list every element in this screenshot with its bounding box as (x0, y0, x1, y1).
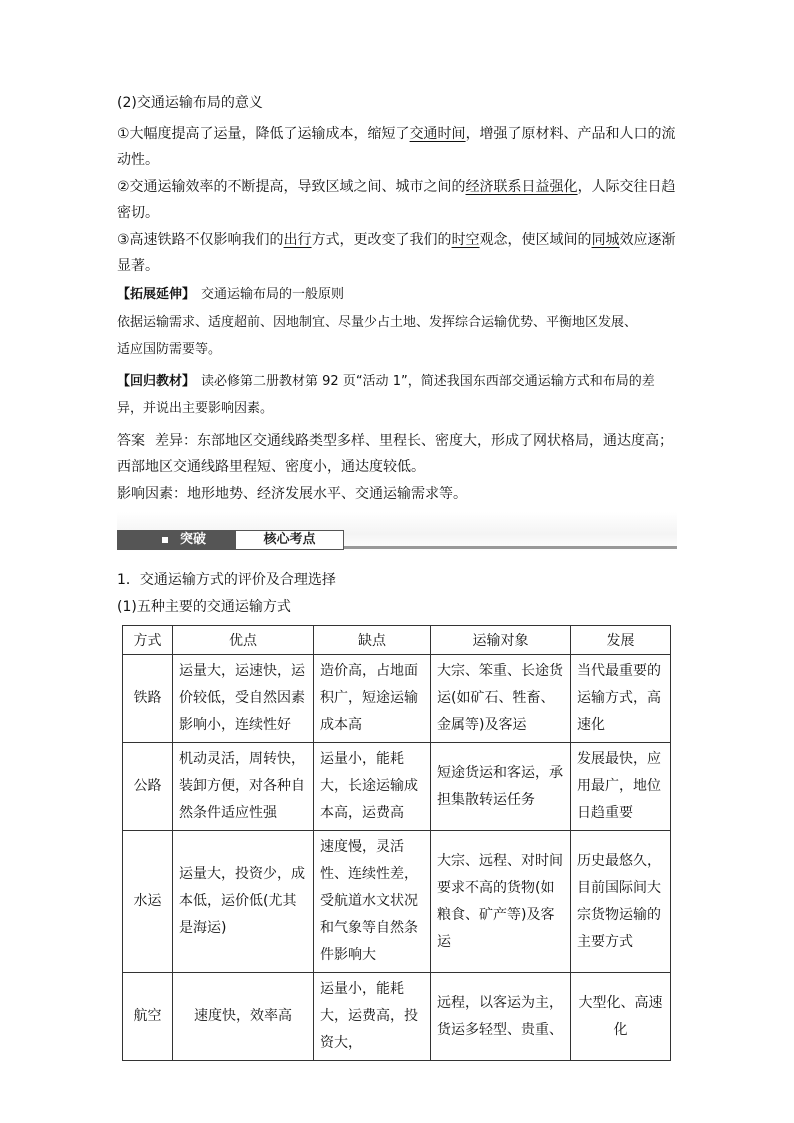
banner-label-dark (118, 531, 236, 549)
answer-tag: 答案 (117, 433, 145, 449)
extension-heading (117, 285, 344, 305)
table-header: 优点 (173, 626, 314, 655)
cell-pros: 运量大，投资少，成本低，运价低(尤其是海运) (173, 831, 314, 973)
section-banner (117, 530, 344, 550)
cell-cons: 造价高，占地面积广，短途运输成本高 (314, 655, 431, 743)
textbook-text: 读必修第二册教材第 92 页“活动 1”，简述我国东西部交通运输方式和布局的差 (201, 374, 655, 389)
cell-pros: 机动灵活，周转快，装卸方便，对各种自然条件适应性强 (173, 743, 314, 831)
table-header: 运输对象 (431, 626, 571, 655)
cell-objects: 远程，以客运为主，货运多轻型、贵重、 (431, 973, 571, 1061)
cell-objects: 大宗、远程、对时间要求不高的货物(如粮食、矿产等)及客运 (431, 831, 571, 973)
text: ，人际交往日趋 (577, 179, 676, 195)
answer-line-2: 西部地区交通线路里程短、密度小，通达度较低。 (117, 459, 425, 475)
text: ①大幅度提高了运量，降低了运输成本，缩短了 (117, 126, 410, 142)
extension-line-2: 适应国防需要等。 (117, 342, 222, 357)
paragraph-2-line-2: 密切。 (117, 205, 159, 221)
extension-tag: 【拓展延伸】 (117, 287, 196, 302)
cell-cons: 运量小，能耗大，长途运输成本高，运费高 (314, 743, 431, 831)
topic-subtitle: (1)五种主要的交通运输方式 (117, 599, 291, 615)
text: 方式，更改变了我们的 (311, 232, 452, 248)
section-heading (117, 93, 263, 113)
extension-line-1: 依据运输需求、适度超前、因地制宜、尽量少占土地、发挥综合运输优势、平衡地区发展、 (117, 315, 638, 330)
cell-development: 大型化、高速化 (571, 973, 671, 1061)
table-row (123, 973, 671, 1061)
section-heading-text: (2)交通运输布局的意义 (117, 95, 263, 111)
underlined-term: 交通时间 (409, 126, 466, 142)
table-row (123, 743, 671, 831)
table-header: 缺点 (314, 626, 431, 655)
cell-pros: 速度快，效率高 (173, 973, 314, 1061)
textbook-line-2: 异，并说出主要影响因素。 (117, 401, 274, 416)
banner-rule (342, 546, 677, 549)
text: 观念，使区域间的 (479, 232, 592, 248)
banner-right-text: 核心考点 (263, 532, 316, 547)
table-header-row (123, 626, 671, 655)
cell-objects: 大宗、笨重、长途货运(如矿石、牲畜、金属等)及客运 (431, 655, 571, 743)
answer-line-1 (117, 431, 673, 451)
textbook-tag: 【回归教材】 (117, 374, 196, 389)
table-row (123, 655, 671, 743)
row-name: 水运 (123, 831, 173, 973)
cell-development: 当代最重要的运输方式，高速化 (571, 655, 671, 743)
paragraph-2-line-1 (117, 177, 676, 197)
text: ③高速铁路不仅影响我们的 (117, 232, 284, 248)
underlined-term: 出行 (283, 232, 312, 248)
row-name: 航空 (123, 973, 173, 1061)
underlined-term: 经济联系日益强化 (465, 179, 578, 195)
row-name: 公路 (123, 743, 173, 831)
text: ，增强了原材料、产品和人口的流 (465, 126, 676, 142)
row-name: 铁路 (123, 655, 173, 743)
cell-cons: 运量小，能耗大，运费高，投资大， (314, 973, 431, 1061)
square-bullet-icon (162, 537, 168, 543)
cell-pros: 运量大，运速快，运价较低，受自然因素影响小，连续性好 (173, 655, 314, 743)
underlined-term: 时空 (451, 232, 480, 248)
text: 效应逐渐 (619, 232, 676, 248)
cell-objects: 短途货运和客运，承担集散转运任务 (431, 743, 571, 831)
answer-text: 差异：东部地区交通线路类型多样、里程长、密度大，形成了网状格局，通达度高； (155, 433, 673, 449)
transport-table (122, 625, 671, 1061)
cell-development: 历史最悠久，目前国际间大宗货物运输的主要方式 (571, 831, 671, 973)
topic-title: 1．交通运输方式的评价及合理选择 (117, 572, 336, 588)
table-row (123, 831, 671, 973)
paragraph-1-line-2: 动性。 (117, 152, 159, 168)
table-header: 发展 (571, 626, 671, 655)
extension-title: 交通运输布局的一般原则 (201, 287, 345, 302)
paragraph-3-line-1 (117, 230, 676, 250)
cell-development: 发展最快，应用最广，地位日趋重要 (571, 743, 671, 831)
table-header: 方式 (123, 626, 173, 655)
textbook-line-1 (117, 372, 655, 392)
paragraph-3-line-2: 显著。 (117, 258, 159, 274)
text: ②交通运输效率的不断提高，导致区域之间、城市之间的 (117, 179, 466, 195)
cell-cons: 速度慢，灵活性、连续性差，受航道水文状况和气象等自然条件影响大 (314, 831, 431, 973)
banner-left-text: 突破 (180, 532, 207, 547)
underlined-term: 同城 (591, 232, 620, 248)
paragraph-1-line-1 (117, 124, 676, 144)
answer-line-3: 影响因素：地形地势、经济发展水平、交通运输需求等。 (117, 486, 467, 502)
